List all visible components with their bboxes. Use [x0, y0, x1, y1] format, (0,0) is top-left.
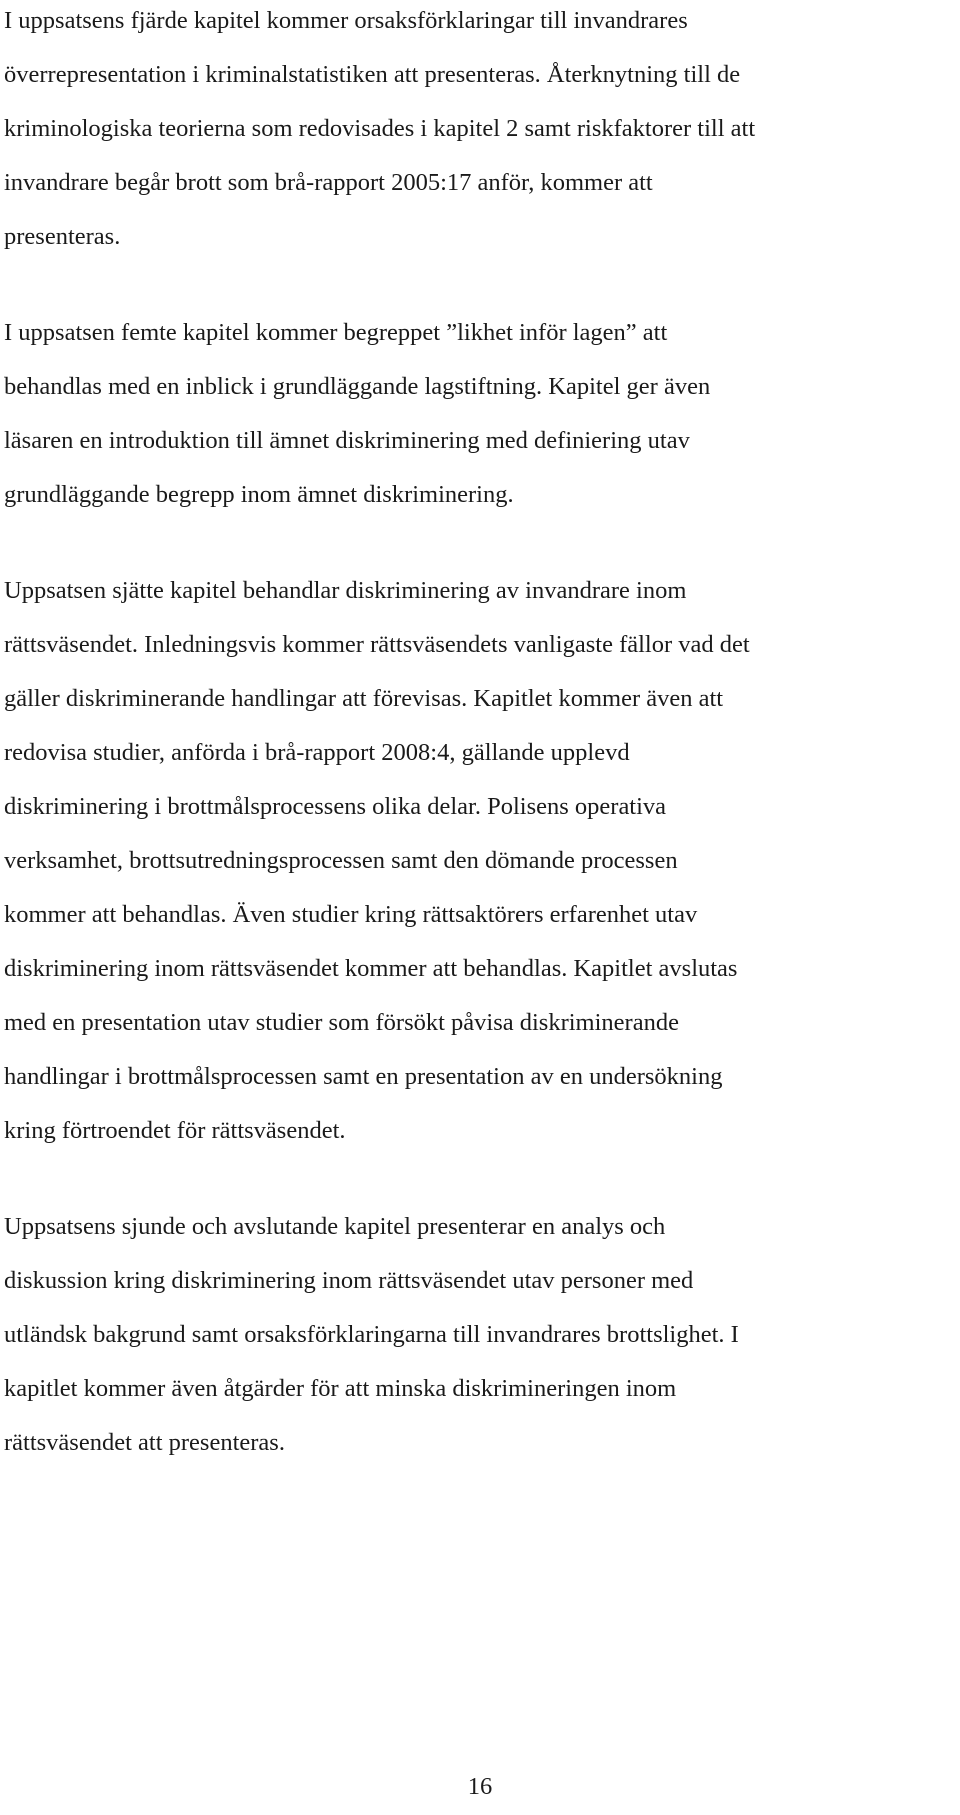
paragraph-chapter-four: I uppsatsens fjärde kapitel kommer orsaksförklaringar till invandrares överrepresentation i kriminalstatistiken att presenteras. Återknytning till de kriminologiska teorierna som redovisades i kapitel 2 samt riskfaktorer till att invandrare begår brott som brå-rapport 2005:17 anför, kommer att presenteras.: [4, 7, 756, 250]
paragraph-chapter-five: I uppsatsen femte kapitel kommer begreppet ”likhet inför lagen” att behandlas med en inblick i grundläggande lagstiftning. Kapitel ger även läsaren en introduktion till ämnet diskriminering med definiering utav grundläggande begrepp inom ämnet diskriminering.: [4, 319, 711, 508]
page-number: 16: [467, 1773, 493, 1800]
paragraph-chapter-six: Uppsatsen sjätte kapitel behandlar diskriminering av invandrare inom rättsväsendet. Inledningsvis kommer rättsväsendets vanligaste fällor vad det gäller diskriminerande handlingar att förevisas. Kapitlet kommer även att redovisa studier, anförda i brå-rapport 2008:4, gällande upplevd diskriminering i brottmålsprocessens olika delar. Polisens operativa verksamhet, brottsutredningsprocessen samt den dömande processen kommer att behandlas. Även studier kring rättsaktörers erfarenhet utav diskriminering inom rättsväsendet kommer att behandlas. Kapitlet avslutas med en presentation utav studier som försökt påvisa diskriminerande handlingar i brottmålsprocessen samt en presentation av en undersökning kring förtroendet för rättsväsendet.: [4, 577, 750, 1144]
body-text: [4, 0, 954, 1512]
paragraph-chapter-seven: Uppsatsens sjunde och avslutande kapitel presenterar en analys och diskussion kring diskriminering inom rättsväsendet utav personer med utländsk bakgrund samt orsaksförklaringarna till invandrares brottslighet. I kapitlet kommer även åtgärder för att minska diskrimineringen inom rättsväsendet att presenteras.: [4, 1213, 739, 1456]
